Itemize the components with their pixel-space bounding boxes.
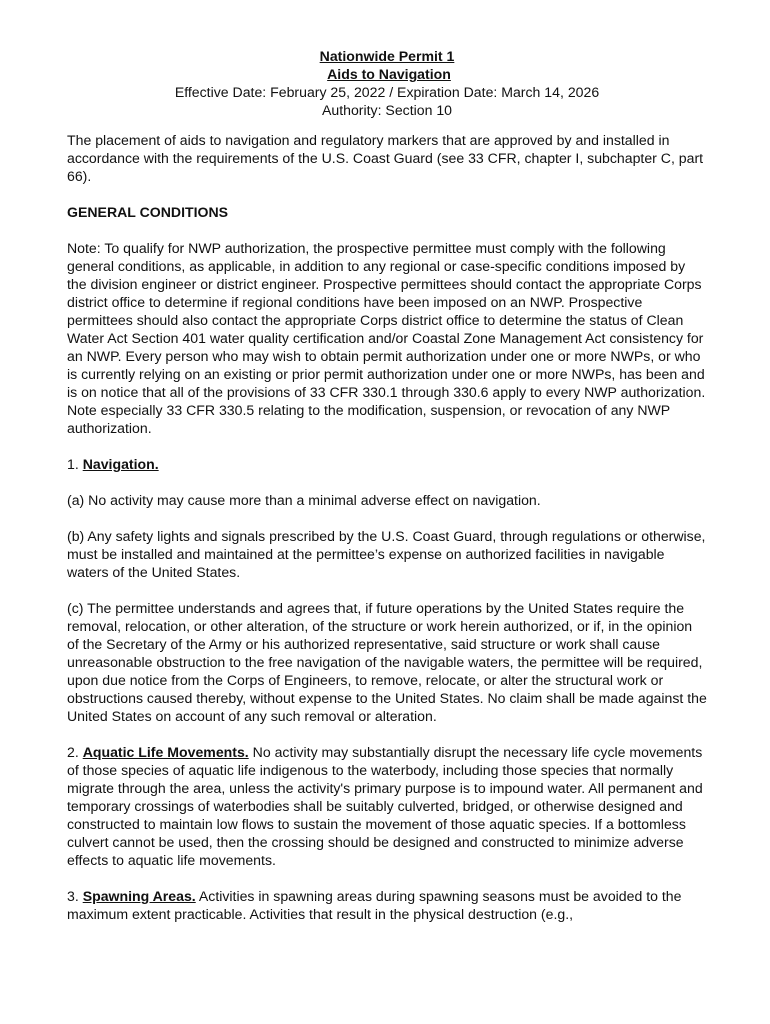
condition-1-title: Navigation. — [82, 456, 159, 472]
condition-2-number: 2. — [67, 744, 79, 760]
general-conditions-heading: GENERAL CONDITIONS — [67, 204, 229, 220]
condition-3 — [67, 887, 707, 923]
document-page — [67, 47, 707, 941]
condition-1-heading — [67, 455, 707, 473]
permit-subtitle: Aids to Navigation — [327, 66, 451, 82]
permit-authority: Authority: Section 10 — [321, 102, 453, 118]
condition-3-number: 3. — [67, 888, 79, 904]
condition-3-title: Spawning Areas. — [82, 888, 196, 904]
document-header — [67, 47, 707, 119]
general-conditions-note: Note: To qualify for NWP authorization, the prospective permittee must comply with the following general conditions, as applicable, in addition to any regional or case-specific conditions imposed by the division engineer or district engineer. Prospective permittees should contact the appropriate Corps district office to determine if regional conditions have been imposed on an NWP. Prospective permittees should also contact the appropriate Corps district office to determine the status of Clean Water Act Section 401 water quality certification and/or Coastal Zone Management Act consistency for an NWP. Every person who may wish to obtain permit authorization under one or more NWPs, or who is currently relying on an existing or prior permit authorization under one or more NWPs, has been and is on notice that all of the provisions of 33 CFR 330.1 through 330.6 apply to every NWP authorization. Note especially 33 CFR 330.5 relating to the modification, suspension, or revocation of any NWP authorization. — [67, 240, 706, 436]
permit-title: Nationwide Permit 1 — [319, 48, 455, 64]
permit-dates: Effective Date: February 25, 2022 / Expiration Date: March 14, 2026 — [174, 84, 600, 100]
condition-1a: (a) No activity may cause more than a minimal adverse effect on navigation. — [67, 492, 541, 508]
condition-2 — [67, 743, 707, 869]
condition-1b: (b) Any safety lights and signals prescribed by the U.S. Coast Guard, through regulations or otherwise, must be installed and maintained at the permittee’s expense on authorized facilities in navigable waters of the United States. — [67, 528, 706, 580]
condition-2-text: No activity may substantially disrupt the necessary life cycle movements of those species of aquatic life indigenous to the waterbody, including those species that normally migrate through the area, unless the activity's primary purpose is to impound water. All permanent and temporary crossings of waterbodies shall be suitably culverted, bridged, or otherwise designed and constructed to maintain low flows to sustain the movement of those aquatic species. If a bottomless culvert cannot be used, then the crossing should be designed and constructed to minimize adverse effects to aquatic life movements. — [67, 744, 703, 868]
condition-1c: (c) The permittee understands and agrees that, if future operations by the United States require the removal, relocation, or other alteration, of the structure or work herein authorized, or if, in the opinion of the Secretary of the Army or his authorized representative, said structure or work shall cause unreasonable obstruction to the free navigation of the navigable waters, the permittee will be required, upon due notice from the Corps of Engineers, to remove, relocate, or alter the structural work or obstructions caused thereby, without expense to the United States. No claim shall be made against the United States on account of any such removal or alteration. — [67, 600, 707, 724]
condition-2-title: Aquatic Life Movements. — [82, 744, 249, 760]
intro-paragraph: The placement of aids to navigation and regulatory markers that are approved by and installed in accordance with the requirements of the U.S. Coast Guard (see 33 CFR, chapter I, subchapter C, part 66). — [67, 132, 704, 184]
condition-3-text: Activities in spawning areas during spawning seasons must be avoided to the maximum extent practicable. Activities that result in the physical destruction (e.g., — [67, 888, 682, 922]
condition-1-number: 1. — [67, 456, 79, 472]
